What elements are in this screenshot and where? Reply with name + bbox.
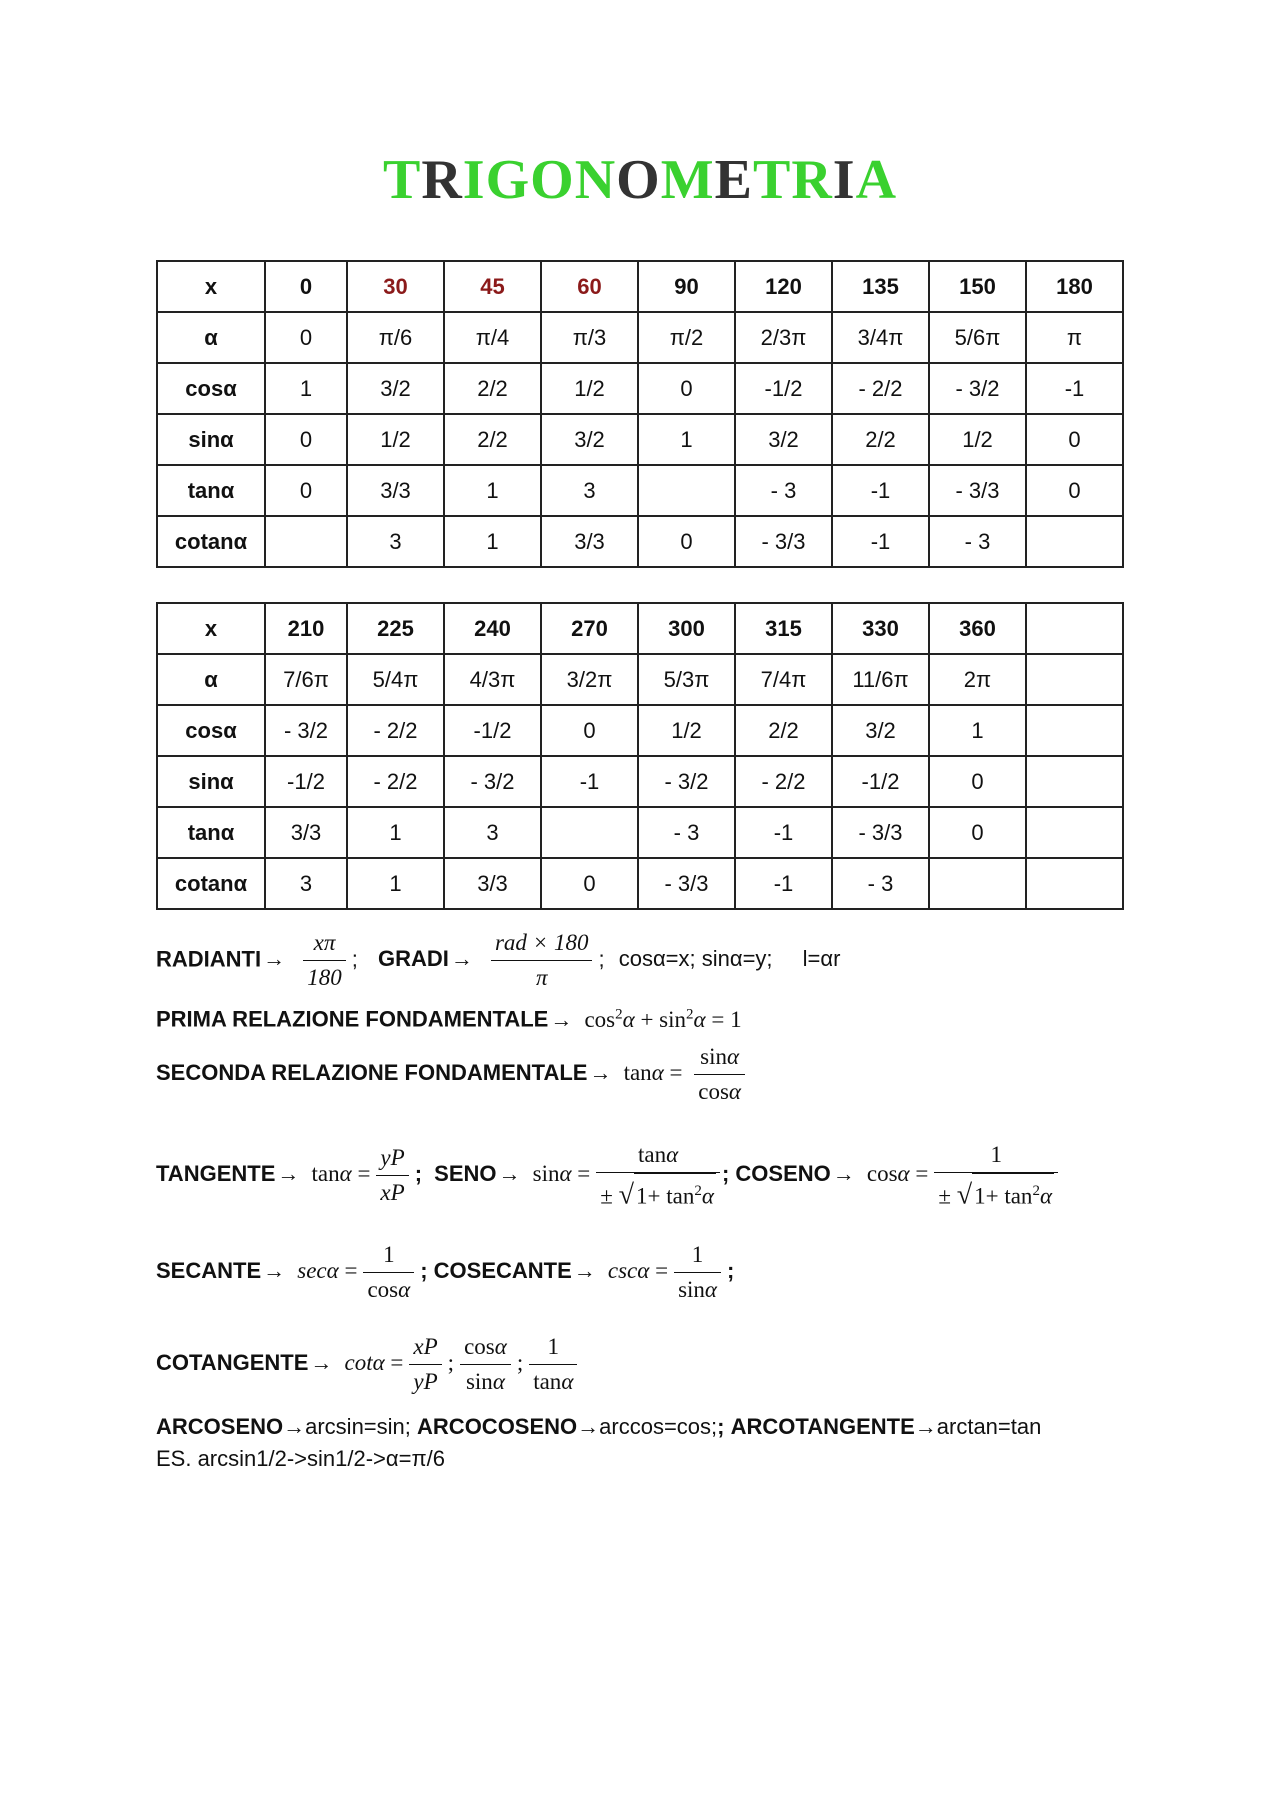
table-cell: 3/2π bbox=[541, 654, 638, 705]
table-cell: 0 bbox=[541, 858, 638, 909]
table-cell bbox=[541, 807, 638, 858]
gradi-label: GRADI bbox=[377, 946, 449, 972]
table-cell: 3/3 bbox=[444, 858, 541, 909]
table-cell: 3/2 bbox=[832, 705, 929, 756]
table-row bbox=[157, 705, 1123, 756]
arcoseno-text: arcsin=sin; bbox=[305, 1414, 411, 1439]
table-cell: 1 bbox=[444, 516, 541, 567]
cosecante-formula: cscα = $\frac{1}{\sin\alpha}$ bbox=[608, 1258, 727, 1283]
arcocoseno-text: arccos=cos; bbox=[599, 1414, 718, 1439]
table-cell: 4/3π bbox=[444, 654, 541, 705]
table-cell: 240 bbox=[444, 603, 541, 654]
table-cell: 0 bbox=[265, 261, 347, 312]
seconda-line bbox=[156, 1040, 751, 1109]
seconda-formula: tanα = $\frac{\sin\alpha}{\cos\alpha}$ bbox=[624, 1060, 751, 1085]
table-cell: - 3/2 bbox=[444, 756, 541, 807]
table-row bbox=[157, 363, 1123, 414]
trig-table-2 bbox=[156, 602, 1124, 910]
title-letter: T bbox=[382, 149, 422, 211]
table-cell: 180 bbox=[1026, 261, 1123, 312]
arrow-icon: → bbox=[550, 1006, 573, 1032]
seno-formula: sinα = $\frac{\tan\alpha}{\pm √1+ \tan^2\alpha}$ bbox=[533, 1161, 722, 1186]
arrow-icon: → bbox=[263, 946, 286, 972]
table-cell: 3 bbox=[265, 858, 347, 909]
table-cell: 0 bbox=[638, 516, 735, 567]
table-cell: 210 bbox=[265, 603, 347, 654]
table-cell: 2/2 bbox=[832, 414, 929, 465]
arc-length-text: l=αr bbox=[802, 946, 841, 972]
table-cell: - 3/3 bbox=[638, 858, 735, 909]
arcoseno-label: ARCOSENO bbox=[156, 1414, 284, 1439]
coords-text: cosα=x; sinα=y; bbox=[618, 946, 773, 972]
tangente-label: TANGENTE bbox=[156, 1161, 276, 1187]
secante-label: SECANTE bbox=[156, 1257, 262, 1283]
table-cell: 1/2 bbox=[929, 414, 1026, 465]
table-cell bbox=[638, 465, 735, 516]
table-cell bbox=[929, 858, 1026, 909]
row-label: α bbox=[157, 312, 265, 363]
title-letter: N bbox=[574, 149, 617, 211]
table-cell: 0 bbox=[1026, 465, 1123, 516]
radianti-label: RADIANTI bbox=[156, 946, 262, 972]
table-cell: 300 bbox=[638, 603, 735, 654]
table-cell bbox=[1026, 603, 1123, 654]
table-cell: - 3/2 bbox=[638, 756, 735, 807]
table-cell: - 2/2 bbox=[347, 705, 444, 756]
table-cell bbox=[265, 516, 347, 567]
table-cell: 1 bbox=[265, 363, 347, 414]
title-letter: I bbox=[832, 149, 856, 211]
title-letter: O bbox=[530, 149, 575, 211]
prima-formula: $\cos^2\alpha + \sin^2\alpha = 1$ bbox=[584, 1006, 742, 1032]
table-cell: 3/3 bbox=[265, 807, 347, 858]
title-letter: R bbox=[791, 149, 833, 211]
table-cell: 60 bbox=[541, 261, 638, 312]
table-cell: 1 bbox=[347, 807, 444, 858]
table-cell: 135 bbox=[832, 261, 929, 312]
table-cell: 30 bbox=[347, 261, 444, 312]
table-cell: 0 bbox=[1026, 414, 1123, 465]
arrow-icon: → bbox=[498, 1161, 521, 1187]
cosecante-label: COSECANTE bbox=[433, 1257, 572, 1283]
table-cell: -1 bbox=[541, 756, 638, 807]
row-label: sinα bbox=[157, 756, 265, 807]
table-cell: -1 bbox=[735, 807, 832, 858]
table-cell: 3/2 bbox=[735, 414, 832, 465]
table-row bbox=[157, 312, 1123, 363]
table-cell bbox=[1026, 705, 1123, 756]
table-cell: -1/2 bbox=[735, 363, 832, 414]
gradi-fraction: $\frac{\text{rad × 180}}{\pi}$ bbox=[491, 926, 592, 995]
table-cell: -1/2 bbox=[265, 756, 347, 807]
seno-label: SENO bbox=[434, 1161, 497, 1187]
table-cell: 330 bbox=[832, 603, 929, 654]
row-label: tanα bbox=[157, 465, 265, 516]
table-cell: 315 bbox=[735, 603, 832, 654]
table-cell: - 2/2 bbox=[832, 363, 929, 414]
table-cell: - 3/2 bbox=[265, 705, 347, 756]
row-label: tanα bbox=[157, 807, 265, 858]
row-label: cosα bbox=[157, 363, 265, 414]
table-cell: 150 bbox=[929, 261, 1026, 312]
table-cell: 1/2 bbox=[638, 705, 735, 756]
table-cell bbox=[1026, 807, 1123, 858]
radianti-fraction: $\frac{x\pi}{180}$ bbox=[303, 926, 346, 995]
tangente-formula: tanα = $\frac{yP}{xP}$ bbox=[312, 1161, 415, 1186]
table-row bbox=[157, 756, 1123, 807]
arrow-icon: → bbox=[832, 1161, 855, 1187]
table-cell: 0 bbox=[265, 465, 347, 516]
table-cell: 5/4π bbox=[347, 654, 444, 705]
radianti-line: RADIANTI→ $\frac{x\pi}{180}$ ; GRADI→ $\frac{\text{rad × 180}}{\pi}$ ; cosα=x; sinα=y; l=αr bbox=[156, 926, 840, 995]
table-cell: 3 bbox=[444, 807, 541, 858]
table-cell: 3/3 bbox=[347, 465, 444, 516]
table-cell: 2π bbox=[929, 654, 1026, 705]
table-cell: - 3 bbox=[832, 858, 929, 909]
table-cell: π bbox=[1026, 312, 1123, 363]
table-cell: 1 bbox=[444, 465, 541, 516]
table-cell bbox=[1026, 654, 1123, 705]
table-row bbox=[157, 654, 1123, 705]
title-letter: T bbox=[752, 149, 792, 211]
title-letter: E bbox=[714, 149, 753, 211]
table-cell: 0 bbox=[929, 756, 1026, 807]
coseno-label: COSENO bbox=[735, 1161, 831, 1187]
table-row bbox=[157, 261, 1123, 312]
seconda-label: SECONDA RELAZIONE FONDAMENTALE bbox=[156, 1059, 588, 1085]
arrow-icon: → bbox=[277, 1161, 300, 1187]
table-row bbox=[157, 465, 1123, 516]
table-cell: 1 bbox=[347, 858, 444, 909]
arrow-icon: → bbox=[310, 1349, 333, 1375]
table-row bbox=[157, 516, 1123, 567]
table-cell: 360 bbox=[929, 603, 1026, 654]
table-cell: - 2/2 bbox=[735, 756, 832, 807]
row-label: cotanα bbox=[157, 858, 265, 909]
arcotangente-label: ARCOTANGENTE bbox=[730, 1414, 915, 1439]
table-cell: 0 bbox=[265, 312, 347, 363]
prima-line bbox=[156, 1006, 742, 1033]
cotangente-line bbox=[156, 1330, 583, 1399]
table-cell: 1 bbox=[638, 414, 735, 465]
table-cell: 3/2 bbox=[541, 414, 638, 465]
table-cell: -1 bbox=[832, 516, 929, 567]
table-cell: 90 bbox=[638, 261, 735, 312]
table-cell: π/3 bbox=[541, 312, 638, 363]
table-cell: - 3 bbox=[929, 516, 1026, 567]
arcotangente-text: arctan=tan bbox=[936, 1414, 1042, 1439]
secante-line: SECANTE→ secα = $\frac{1}{\cos\alpha}$ ; COSECANTE→ cscα = $\frac{1}{\sin\alpha}$ ; bbox=[156, 1238, 734, 1307]
arrow-icon: → bbox=[589, 1059, 612, 1085]
title-letter: A bbox=[855, 149, 898, 211]
row-label: α bbox=[157, 654, 265, 705]
table-cell: 3 bbox=[347, 516, 444, 567]
page-title bbox=[0, 148, 1280, 212]
table-cell: 5/3π bbox=[638, 654, 735, 705]
table-cell: 225 bbox=[347, 603, 444, 654]
table-cell bbox=[1026, 516, 1123, 567]
table-cell: 3/2 bbox=[347, 363, 444, 414]
table-cell: -1/2 bbox=[832, 756, 929, 807]
table-cell: -1 bbox=[1026, 363, 1123, 414]
table-cell: 2/2 bbox=[444, 414, 541, 465]
table-cell: π/2 bbox=[638, 312, 735, 363]
table-cell: - 3 bbox=[735, 465, 832, 516]
title-letter: R bbox=[421, 149, 463, 211]
arrow-icon: → bbox=[283, 1414, 306, 1439]
table-cell: -1/2 bbox=[444, 705, 541, 756]
table-row bbox=[157, 807, 1123, 858]
table-cell: 1/2 bbox=[347, 414, 444, 465]
table-cell: - 3/2 bbox=[929, 363, 1026, 414]
table-cell: 3/4π bbox=[832, 312, 929, 363]
arrow-icon: → bbox=[263, 1257, 286, 1283]
table-cell: -1 bbox=[735, 858, 832, 909]
table-cell: 270 bbox=[541, 603, 638, 654]
table-cell: - 2/2 bbox=[347, 756, 444, 807]
table-cell: 3/3 bbox=[541, 516, 638, 567]
table-cell: 3 bbox=[541, 465, 638, 516]
arrow-icon: → bbox=[914, 1414, 937, 1439]
row-label: x bbox=[157, 603, 265, 654]
row-label: x bbox=[157, 261, 265, 312]
title-letter: G bbox=[485, 149, 531, 211]
example-line: ES. arcsin1/2->sin1/2->α=π/6 bbox=[156, 1446, 445, 1471]
cotangente-label: COTANGENTE bbox=[156, 1349, 309, 1375]
arrow-icon: → bbox=[577, 1414, 600, 1439]
table-cell: 11/6π bbox=[832, 654, 929, 705]
title-letter: M bbox=[660, 149, 715, 211]
table-cell: 1 bbox=[929, 705, 1026, 756]
table-cell: π/6 bbox=[347, 312, 444, 363]
arco-line: ARCOSENO→arcsin=sin; ARCOCOSENO→arccos=cos;; ARCOTANGENTE→arctan=tan bbox=[156, 1414, 1042, 1439]
table-cell: - 3/3 bbox=[735, 516, 832, 567]
row-label: sinα bbox=[157, 414, 265, 465]
table-cell: 120 bbox=[735, 261, 832, 312]
table-cell: 0 bbox=[265, 414, 347, 465]
table-cell: 5/6π bbox=[929, 312, 1026, 363]
table-row bbox=[157, 603, 1123, 654]
title-letter: I bbox=[462, 149, 486, 211]
table-row bbox=[157, 858, 1123, 909]
table-row bbox=[157, 414, 1123, 465]
table-cell: 0 bbox=[929, 807, 1026, 858]
table-cell: 2/3π bbox=[735, 312, 832, 363]
row-label: cosα bbox=[157, 705, 265, 756]
table-cell: 2/2 bbox=[444, 363, 541, 414]
table-cell: π/4 bbox=[444, 312, 541, 363]
table-cell: - 3 bbox=[638, 807, 735, 858]
arrow-icon: → bbox=[573, 1257, 596, 1283]
table-cell: 45 bbox=[444, 261, 541, 312]
table-cell: 7/4π bbox=[735, 654, 832, 705]
cotangente-formula: cotα = $\frac{xP}{yP}$ ; $\frac{\cos\alpha}{\sin\alpha}$ ; $\frac{1}{\tan\alpha}$ bbox=[345, 1350, 584, 1375]
table-cell: 7/6π bbox=[265, 654, 347, 705]
tangente-line: TANGENTE→ tanα = $\frac{yP}{xP}$ ; SENO→ sinα = $\frac{\tan\alpha}{\pm √1+ \tan^2\alpha}$ ; COSENO→ cosα = $\frac{1}{\pm √1+ \tan^2\alpha}$ bbox=[156, 1138, 1064, 1214]
table-cell: - 3/3 bbox=[832, 807, 929, 858]
trig-table-1 bbox=[156, 260, 1124, 568]
arcocoseno-label: ARCOCOSENO bbox=[417, 1414, 578, 1439]
table-cell bbox=[1026, 858, 1123, 909]
table-cell: 2/2 bbox=[735, 705, 832, 756]
title-letter: O bbox=[616, 149, 661, 211]
table-cell: - 3/3 bbox=[929, 465, 1026, 516]
coseno-formula: cosα = $\frac{1}{\pm √1+ \tan^2\alpha}$ bbox=[867, 1161, 1064, 1186]
row-label: cotanα bbox=[157, 516, 265, 567]
table-cell bbox=[1026, 756, 1123, 807]
table-cell: 1/2 bbox=[541, 363, 638, 414]
prima-label: PRIMA RELAZIONE FONDAMENTALE bbox=[156, 1006, 549, 1032]
table-cell: 0 bbox=[638, 363, 735, 414]
arrow-icon: → bbox=[450, 946, 473, 972]
table-cell: 0 bbox=[541, 705, 638, 756]
table-cell: -1 bbox=[832, 465, 929, 516]
secante-formula: secα = $\frac{1}{\cos\alpha}$ bbox=[297, 1258, 420, 1283]
